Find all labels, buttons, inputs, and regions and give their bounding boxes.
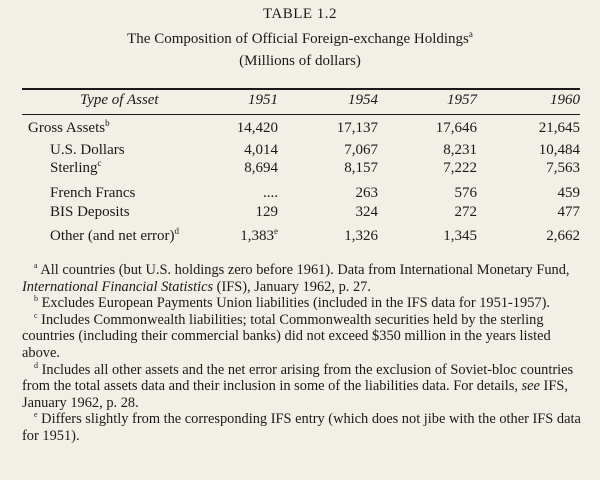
footnote-italic-text: International Financial Statistics [22, 278, 214, 295]
cell-gross-assets-1954: 17,137 [336, 120, 378, 136]
column-header-1954: 1954 [348, 92, 378, 108]
cell-us-dollars-1951: 4,014 [244, 142, 278, 158]
table-header-rule [22, 114, 580, 115]
cell-sterling-1951: 8,694 [244, 160, 278, 176]
footnote-a [22, 262, 582, 295]
row-label-text: Gross Assets [28, 120, 106, 136]
footnote-b [22, 295, 582, 312]
cell-gross-assets-1960: 21,645 [538, 120, 580, 136]
column-header-type: Type of Asset [80, 92, 159, 108]
footnote-text: Includes all other assets and the net error arising from the exclusion of Soviet-bloc countries from the total assets data and their inclusion in some of the liabilities data. For details, [22, 361, 574, 395]
footnote-text-end: (IFS), January 1962, p. 27. [213, 278, 371, 295]
footnote-text-end: IFS, January 1962, p. 28. [22, 378, 568, 411]
row-label-sterling [50, 160, 102, 177]
footnote-italic-text: see [521, 378, 540, 395]
table-top-rule [22, 88, 580, 90]
table-title-footnote-mark: a [468, 29, 473, 39]
table-number: TABLE 1.2 [262, 6, 338, 22]
footnote-mark: c [34, 310, 38, 320]
column-header-1960: 1960 [550, 92, 580, 108]
cell-other-1960: 2,662 [546, 228, 580, 244]
cell-gross-assets-1951: 14,420 [236, 120, 278, 136]
cell-us-dollars-1957: 8,231 [443, 142, 477, 158]
cell-french-francs-1957: 576 [454, 185, 477, 201]
cell-bis-deposits-1951: 129 [255, 204, 278, 220]
column-header-1957: 1957 [447, 92, 477, 108]
row-label-french-francs: French Francs [50, 185, 136, 201]
cell-bis-deposits-1957: 272 [454, 204, 477, 220]
footnote-mark: d [34, 360, 38, 370]
row-label-other [50, 228, 179, 245]
footnote-c [22, 312, 582, 362]
row-label-us-dollars: U.S. Dollars [50, 142, 125, 158]
row-label-gross-assets [28, 120, 110, 137]
table-title [0, 31, 600, 48]
cell-sterling-1960: 7,563 [546, 160, 580, 176]
cell-sterling-1954: 8,157 [344, 160, 378, 176]
cell-bis-deposits-1960: 477 [557, 204, 580, 220]
cell-french-francs-1960: 459 [557, 185, 580, 201]
cell-gross-assets-1957: 17,646 [435, 120, 477, 136]
cell-other-1951 [198, 228, 278, 245]
footnotes [22, 262, 582, 445]
cell-us-dollars-1960: 10,484 [538, 142, 580, 158]
footnote-text: Includes Commonwealth liabilities; total Commonwealth securities held by the sterling countries (including their commercial banks) did not exceed $350 million in the years listed above. [22, 311, 551, 361]
cell-footnote-mark: e [274, 226, 278, 236]
table-units: (Millions of dollars) [239, 53, 361, 69]
footnote-d [22, 362, 582, 412]
cell-french-francs-1951: .... [263, 185, 278, 201]
column-header-1951: 1951 [248, 92, 278, 108]
row-footnote-mark: d [174, 226, 180, 236]
cell-value: 1,383 [240, 228, 274, 244]
footnote-text: All countries (but U.S. holdings zero before 1961). Data from International Monetary Fund, [40, 262, 570, 278]
row-label-text: Sterling [50, 160, 98, 176]
row-footnote-mark: b [105, 118, 110, 128]
cell-other-1957: 1,345 [443, 228, 477, 244]
table-title-text: The Composition of Official Foreign-exchange Holdings [127, 31, 469, 47]
footnote-text: Excludes European Payments Union liabilities (included in the IFS data for 1951-1957). [41, 295, 550, 312]
cell-other-1954: 1,326 [344, 228, 378, 244]
cell-bis-deposits-1954: 324 [355, 204, 378, 220]
footnote-mark: e [34, 410, 38, 420]
cell-us-dollars-1954: 7,067 [344, 142, 378, 158]
row-label-bis-deposits: BIS Deposits [50, 204, 130, 220]
row-label-text: Other (and net error) [50, 228, 175, 244]
cell-sterling-1957: 7,222 [443, 160, 477, 176]
cell-french-francs-1954: 263 [355, 185, 378, 201]
footnote-mark: b [34, 294, 38, 304]
footnote-mark: a [34, 261, 38, 271]
footnote-e [22, 411, 582, 444]
row-footnote-mark: c [97, 158, 102, 168]
footnote-text: Differs slightly from the corresponding IFS entry (which does not jibe with the other IFS data for 1951). [22, 411, 581, 444]
